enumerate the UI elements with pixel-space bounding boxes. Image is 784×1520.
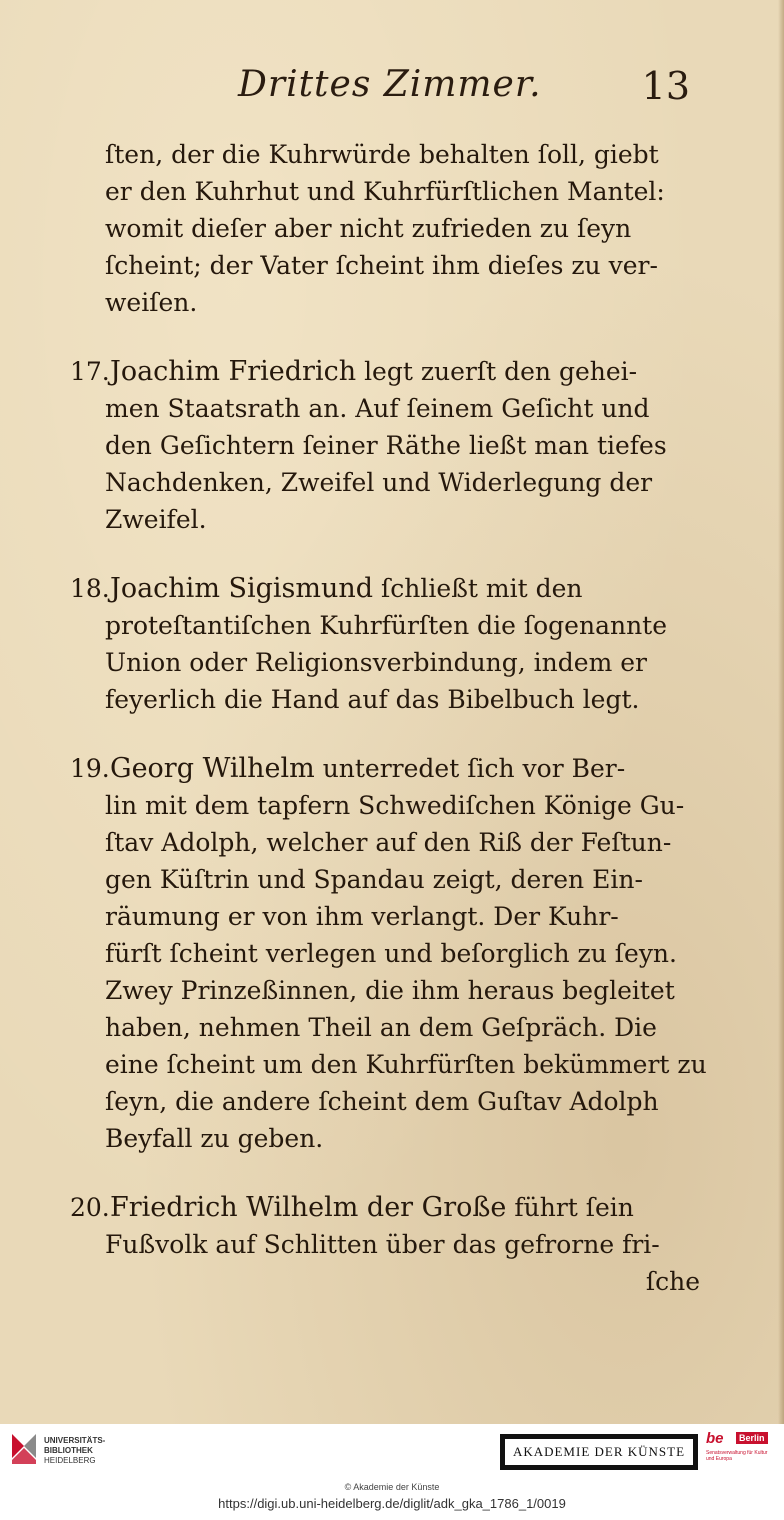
entry-first-line (70, 1189, 710, 1226)
entry-number: 18. (70, 574, 110, 603)
text-line: Fußvolk auf Schlitten über das gefrorne fri- (105, 1230, 660, 1259)
text-line: ſten, der die Kuhrwürde behalten ſoll, giebt (105, 140, 659, 169)
text-line: Zwey Prinzeßinnen, die ihm heraus begleitet (105, 976, 675, 1005)
berlin-subtitle: Senatsverwaltung für Kultur und Europa (706, 1450, 768, 1462)
text-line: proteſtantiſchen Kuhrfürſten die ſogenannte (105, 611, 668, 640)
permalink-url[interactable]: https://digi.ub.uni-heidelberg.de/diglit/adk_gka_1786_1/0019 (218, 1496, 566, 1511)
entry-lead: Georg Wilhelm (110, 753, 315, 784)
text-line: ſtav Adolph, welcher auf den Riß der Feſtun- (105, 828, 672, 857)
entry-19 (70, 750, 710, 1157)
text-line: haben, nehmen Theil an dem Geſpräch. Die (105, 1013, 657, 1042)
entry-first-rest: ſchließt mit den (381, 574, 583, 603)
text-line: weiſen. (105, 288, 198, 317)
entry-17 (70, 353, 710, 538)
copyright-notice: © Akademie der Künste (344, 1482, 440, 1492)
running-title: Drittes Zimmer. (238, 64, 542, 105)
text-line: er den Kuhrhut und Kuhrfürſtlichen Mantel: (105, 177, 665, 206)
entry-18 (70, 570, 710, 718)
text-line: Zweifel. (105, 505, 207, 534)
text-line: räumung er von ihm verlangt. Der Kuhr- (105, 902, 619, 931)
text-line: feyerlich die Hand auf das Bibelbuch legt. (105, 685, 640, 714)
berlin-be-mark: be (706, 1430, 724, 1447)
akademie-der-kuenste-logo[interactable] (500, 1434, 698, 1470)
text-line: Nachdenken, Zweifel und Widerlegung der (105, 468, 653, 497)
entry-first-line (70, 750, 710, 787)
berlin-senate-logo[interactable] (706, 1430, 774, 1472)
text-line: men Staatsrath an. Auf ſeinem Geſicht und (105, 394, 650, 423)
ub-name-line: UNIVERSITÄTS- (44, 1436, 106, 1445)
entry-20 (70, 1189, 710, 1300)
page-header (230, 64, 690, 114)
ub-name-line: HEIDELBERG (44, 1456, 96, 1465)
entry-first-line (70, 570, 710, 607)
entry-first-rest: unterredet ſich vor Ber- (322, 754, 626, 783)
entry-first-rest: führt ſein (514, 1193, 634, 1222)
text-line: eine ſcheint um den Kuhrfürſten bekümmert zu (105, 1050, 707, 1079)
text-line: ſeyn, die andere ſcheint dem Guſtav Adolph (105, 1087, 659, 1116)
entry-first-rest: legt zuerſt den gehei- (364, 357, 638, 386)
page-number: 13 (641, 64, 690, 108)
entry-number: 17. (70, 357, 110, 386)
university-library-logo-icon[interactable] (8, 1430, 40, 1468)
entry-lead: Joachim Sigismund (110, 573, 374, 604)
entry-lead: Friedrich Wilhelm der Große (110, 1192, 507, 1223)
ub-name-line: BIBLIOTHEK (44, 1446, 93, 1455)
viewer-footer (0, 1424, 784, 1520)
page-edge-shadow (778, 0, 784, 1424)
text-line: fürſt ſcheint verlegen und beſorglich zu ſeyn. (105, 939, 677, 968)
continuation-paragraph (70, 136, 710, 321)
text-line: Union oder Religionsverbindung, indem er (105, 648, 647, 677)
akademie-logo-text: AKADEMIE DER KÜNSTE (504, 1438, 694, 1466)
entry-lead: Joachim Friedrich (110, 356, 357, 387)
catchword: ſche (645, 1267, 700, 1296)
entry-first-line (70, 353, 710, 390)
entry-number: 20. (70, 1193, 110, 1222)
text-line: gen Küſtrin und Spandau zeigt, deren Ein- (105, 865, 643, 894)
university-library-name[interactable] (44, 1436, 105, 1466)
body-text (70, 136, 710, 1300)
text-line: womit dieſer aber nicht zufrieden zu ſeyn (105, 214, 632, 243)
text-line: ſcheint; der Vater ſcheint ihm dieſes zu ver- (105, 251, 658, 280)
entry-number: 19. (70, 754, 110, 783)
berlin-box-mark: Berlin (736, 1432, 768, 1444)
text-line: Beyfall zu geben. (105, 1124, 324, 1153)
text-line: den Geſichtern ſeiner Räthe ließt man tiefes (105, 431, 667, 460)
text-line: lin mit dem tapfern Schwediſchen Könige Gu- (105, 791, 685, 820)
